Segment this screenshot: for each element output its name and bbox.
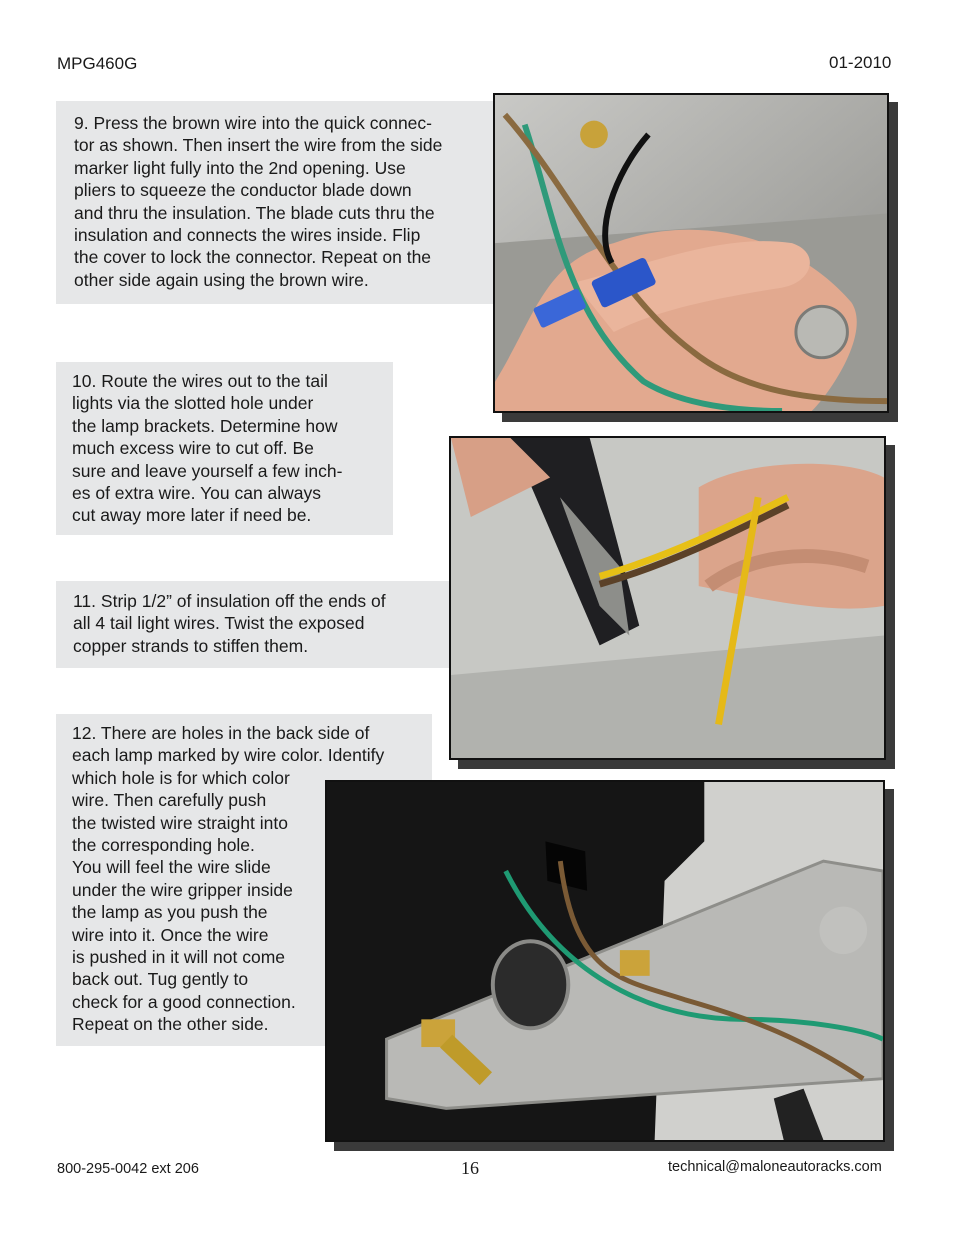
- footer-phone: 800-295-0042 ext 206: [57, 1161, 199, 1177]
- photo-quick-connector: [493, 93, 889, 413]
- step-12-number: 12.: [72, 723, 97, 743]
- step-11-number: 11.: [73, 591, 97, 611]
- photo-lamp-wiring: [325, 780, 885, 1142]
- page-number: 16: [461, 1158, 479, 1178]
- step-10-text: [72, 370, 393, 527]
- step-12-body: There are holes in the back side of each lamp marked by wire color. Identify which hole is for which color wire. Then carefully push the twisted wire straight into the corresponding hole. You will feel the wire slide under the wire gripper inside the lamp as you push the wire into it. Once the wire is pushed in it will not come back out. Tug gently to check for a good connection. Repeat on the other side.: [72, 723, 385, 1035]
- revision-date: 01-2010: [829, 53, 892, 72]
- step-10-number: 10.: [72, 371, 97, 391]
- step-10-box: [56, 362, 393, 535]
- step-11-text: [73, 590, 450, 657]
- photo-wire-stripper: [449, 436, 886, 760]
- step-10-body: Route the wires out to the tail lights via the slotted hole under the lamp brackets. Determine how much excess wire to cut off. Be sure and leave yourself a few inch- es of extra wire. You can always cut away more later if need be.: [72, 371, 343, 526]
- step-9-number: 9.: [74, 113, 89, 133]
- footer-email: technical@maloneautoracks.com: [668, 1159, 882, 1175]
- step-11-box: [56, 581, 450, 668]
- step-11-body: Strip 1/2” of insulation off the ends of all 4 tail light wires. Twist the exposed copper strands to stiffen them.: [73, 591, 386, 656]
- step-9-box: [56, 101, 494, 304]
- step-9-body: Press the brown wire into the quick connec- tor as shown. Then insert the wire from the side marker light fully into the 2nd opening. Use pliers to squeeze the conductor blade down and thru the insulation. The blade cuts thru the insulation and connects the wires inside. Flip the cover to lock the connector. Repeat on the other side again using the brown wire.: [74, 113, 443, 290]
- step-9-text: [74, 112, 494, 291]
- model-number: MPG460G: [57, 54, 138, 73]
